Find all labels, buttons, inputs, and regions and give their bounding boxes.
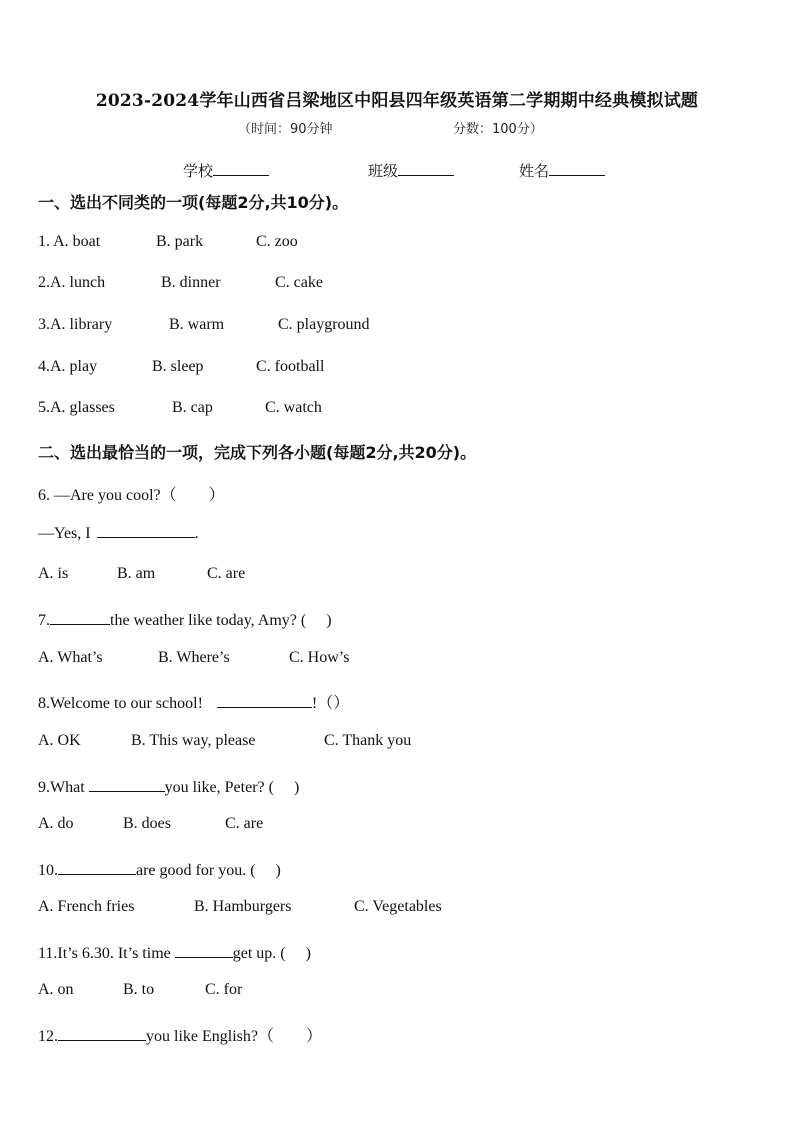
q6-answer-blank[interactable] <box>97 524 195 538</box>
q8-suffix: !（） <box>311 695 350 712</box>
q11-option-b[interactable]: B. to <box>123 981 155 998</box>
school-label: 学校 <box>183 162 214 180</box>
q1-option-a[interactable]: 1. A. boat <box>38 233 101 250</box>
q11-prefix: 11.It’s 6.30. It’s time <box>38 945 171 962</box>
q8-option-b[interactable]: B. This way, please <box>131 732 256 749</box>
name-field[interactable] <box>519 160 605 181</box>
q7-text: the weather like today, Amy? ( ) <box>110 612 332 629</box>
q9-option-a[interactable]: A. do <box>38 815 74 832</box>
question-6-stem: 6. —Are you cool?（ ） <box>38 487 225 504</box>
q10-text: are good for you. ( ) <box>136 862 281 879</box>
exam-meta <box>238 118 543 137</box>
q5-option-c[interactable]: C. watch <box>265 399 322 416</box>
q9-blank[interactable] <box>89 778 165 792</box>
q10-option-a[interactable]: A. French fries <box>38 898 135 915</box>
question-4 <box>38 358 325 376</box>
question-11-options <box>38 981 243 999</box>
question-2 <box>38 274 323 292</box>
question-8-stem <box>38 690 349 713</box>
q11-option-a[interactable]: A. on <box>38 981 74 998</box>
q11-text: get up. ( ) <box>232 945 311 962</box>
q9-prefix: 9.What <box>38 779 85 796</box>
q2-option-a[interactable]: 2.A. lunch <box>38 274 106 291</box>
q10-number: 10. <box>38 862 58 879</box>
q6-option-c[interactable]: C. are <box>207 565 246 582</box>
question-7-stem <box>38 607 332 630</box>
q7-blank[interactable] <box>50 611 110 625</box>
q9-text: you like, Peter? ( ) <box>164 779 300 796</box>
q6-answer-prefix: —Yes, I <box>38 525 91 542</box>
q1-option-b[interactable]: B. park <box>156 233 204 250</box>
section-1-heading: 一、选出不同类的一项(每题2分,共10分)。 <box>38 193 349 212</box>
school-field[interactable] <box>183 160 269 181</box>
q2-option-b[interactable]: B. dinner <box>161 274 221 291</box>
q10-option-b[interactable]: B. Hamburgers <box>194 898 292 915</box>
q12-blank[interactable] <box>58 1027 146 1041</box>
q8-blank[interactable] <box>217 694 312 708</box>
question-9-options <box>38 815 264 833</box>
class-blank[interactable] <box>398 161 454 176</box>
class-field[interactable] <box>368 160 454 181</box>
exam-score: 分数：100分） <box>453 122 543 137</box>
question-5 <box>38 399 322 417</box>
q5-option-b[interactable]: B. cap <box>172 399 213 416</box>
q2-option-c[interactable]: C. cake <box>275 274 323 291</box>
question-3 <box>38 316 370 334</box>
q1-option-c[interactable]: C. zoo <box>256 233 298 250</box>
q5-option-a[interactable]: 5.A. glasses <box>38 399 115 416</box>
question-1 <box>38 233 298 251</box>
question-10-options <box>38 898 442 916</box>
question-9-stem <box>38 774 299 797</box>
q9-option-b[interactable]: B. does <box>123 815 171 832</box>
question-6-answer-line <box>38 524 199 543</box>
q10-option-c[interactable]: C. Vegetables <box>354 898 442 915</box>
question-12-stem <box>38 1023 322 1046</box>
name-blank[interactable] <box>549 161 605 176</box>
q8-text: 8.Welcome to our school! <box>38 695 203 712</box>
q4-option-b[interactable]: B. sleep <box>152 358 204 375</box>
q3-option-c[interactable]: C. playground <box>278 316 370 333</box>
exam-time: （时间：90分钟 <box>238 122 333 137</box>
q12-text: you like English?（ ） <box>146 1028 322 1045</box>
q7-option-b[interactable]: B. Where’s <box>158 649 230 666</box>
question-7-options <box>38 649 350 667</box>
question-6-options <box>38 565 246 583</box>
q8-option-a[interactable]: A. OK <box>38 732 81 749</box>
q11-option-c[interactable]: C. for <box>205 981 243 998</box>
q11-blank[interactable] <box>175 944 233 958</box>
q7-option-c[interactable]: C. How’s <box>289 649 350 666</box>
question-10-stem <box>38 857 281 880</box>
exam-title: 2023-2024学年山西省吕梁地区中阳县四年级英语第二学期期中经典模拟试题 <box>95 91 699 111</box>
question-8-options <box>38 732 412 750</box>
q4-option-c[interactable]: C. football <box>256 358 325 375</box>
q12-number: 12. <box>38 1028 58 1045</box>
school-blank[interactable] <box>213 161 269 176</box>
q7-option-a[interactable]: A. What’s <box>38 649 103 666</box>
q3-option-b[interactable]: B. warm <box>169 316 225 333</box>
section-2-heading: 二、选出最恰当的一项，完成下列各小题(每题2分,共20分)。 <box>38 443 477 462</box>
q6-answer-suffix: . <box>194 525 199 542</box>
question-11-stem <box>38 940 311 963</box>
q8-option-c[interactable]: C. Thank you <box>324 732 412 749</box>
name-label: 姓名 <box>519 162 550 180</box>
q10-blank[interactable] <box>58 861 136 875</box>
q4-option-a[interactable]: 4.A. play <box>38 358 98 375</box>
q6-option-a[interactable]: A. is <box>38 565 69 582</box>
q3-option-a[interactable]: 3.A. library <box>38 316 113 333</box>
q9-option-c[interactable]: C. are <box>225 815 264 832</box>
class-label: 班级 <box>368 162 399 180</box>
q6-option-b[interactable]: B. am <box>117 565 156 582</box>
q7-number: 7. <box>38 612 50 629</box>
